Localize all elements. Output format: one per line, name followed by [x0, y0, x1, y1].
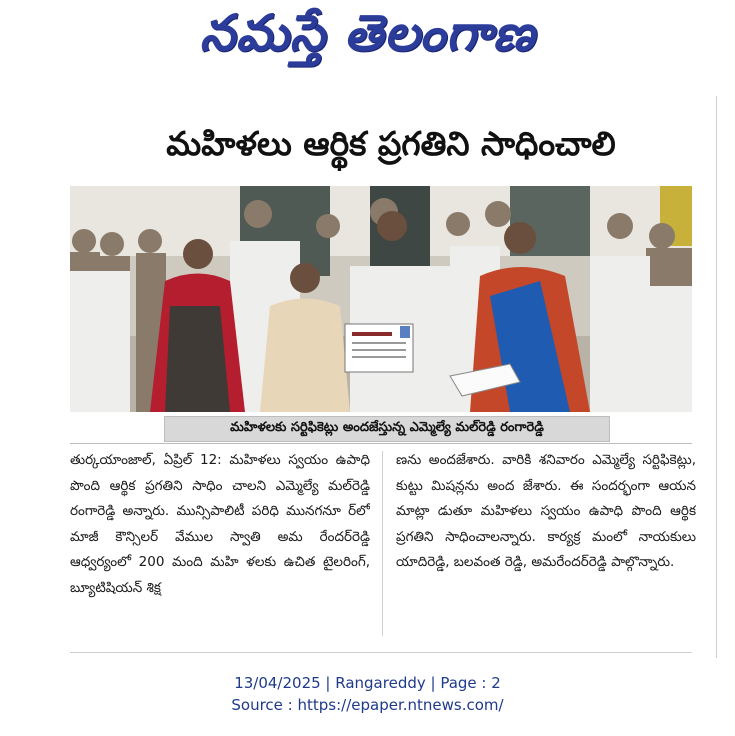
source-footer	[0, 672, 735, 716]
article-photo	[70, 186, 692, 412]
article-bottom-rule	[70, 652, 692, 653]
newspaper-clipping	[66, 96, 717, 658]
article-column-right: ణను అందజేశారు. వారికి శనివారం ఎమ్మెల్యే సర్టిఫికెట్లు, కుట్టు మిషన్లను అంద జేశారు. ఈ సందర్భంగా ఆయన మాట్లా డుతూ మహిళలు స్వయం ఉపాధి పొంది ఆర్థిక ప్రగతిని సాధించాలన్నారు. కార్యక్ర మంలో నాయకులు యాదిరెడ్డి, బలవంత రెడ్డి, అమరేందర్‌రెడ్డి పాల్గొన్నారు.	[396, 452, 696, 570]
caption-divider	[70, 443, 692, 444]
photo-illustration	[70, 186, 692, 412]
column-divider	[382, 451, 383, 636]
masthead	[0, 4, 735, 74]
masthead-title: నమస్తే తెలంగాణ	[199, 3, 536, 62]
photo-caption: మహిళలకు సర్టిఫికెట్లు అందజేస్తున్న ఎమ్మెల్యే మల్‌రెడ్డి రంగారెడ్డి	[164, 416, 610, 442]
article-column-left: తుర్కయాంజాల్‌, ఏప్రిల్‌ 12: మహిళలు స్వయం ఉపాధి పొంది ఆర్థిక ప్రగతిని సాధిం చాలని ఎమ్మెల్యే మల్‌రెడ్డి రంగారెడ్డి అన్నారు. మున్సిపాలిటీ పరిధి మునగనూ ర్‌లో మాజీ కౌన్సిలర్‌ వేముల స్వాతి అమ రేందర్‌రెడ్డి ఆధ్వర్యంలో 200 మంది మహి ళలకు ఉచిత టైలరింగ్‌, బ్యూటిషియన్‌ శిక్ష	[70, 452, 370, 596]
footer-source-link[interactable]: Source : https://epaper.ntnews.com/	[231, 696, 504, 714]
article-headline: మహిళలు ఆర్థిక ప్రగతిని సాధించాలి	[166, 123, 616, 163]
footer-date-edition: 13/04/2025 | Rangareddy | Page : 2	[234, 674, 501, 692]
